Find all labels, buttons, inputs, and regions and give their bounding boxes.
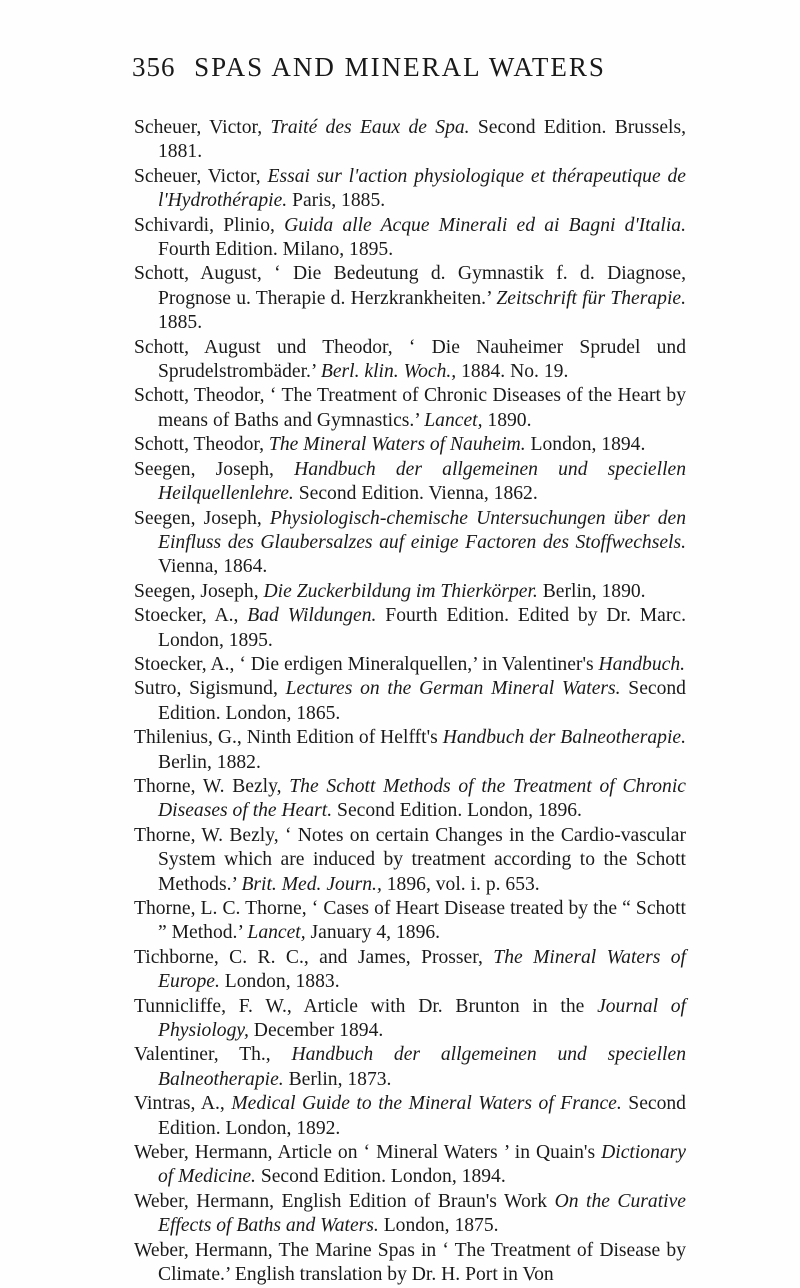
entry-title: Lancet, [247,922,306,944]
entry-text: Fourth Edition. Milano, 1895. [158,239,394,261]
entry-text: Thilenius, G., Ninth Edition of Helfft's [134,727,443,749]
entry-text: Schott, August, ‘ Die Bedeutung d. Gymnastik f. d. Diagnose, Prognose u. Therapie d. Herzkrankheiten.’ [134,263,686,309]
entry-text: Second Edition. London, 1896. [332,800,582,822]
bibliography-entry [134,653,686,677]
entry-title: Bad Wildungen. [247,605,377,627]
entry-title: Brit. Med. Journ., [241,873,382,895]
entry-title: Dictionary of Medicine. [158,1142,686,1188]
entry-text: Weber, Hermann, Article on ‘ Mineral Waters ’ in Quain's [134,1142,602,1164]
entry-text: London, 1883. [219,971,340,993]
entry-text: Schott, Theodor, ‘ The Treatment of Chronic Diseases of the Heart by means of Baths and Gymnastics.’ [134,385,686,431]
entry-text: Second Edition. London, 1894. [255,1166,506,1188]
bibliography-entry [134,1043,686,1092]
entry-text: Second Edition. London, 1865. [158,678,686,724]
entry-title: Journal of Physiology, [158,995,686,1042]
entry-text: Seegen, Joseph, [134,458,295,480]
entry-text: Tunnicliffe, F. W., Article with Dr. Brunton in the [134,995,598,1017]
entry-text: Stoecker, A., [134,605,248,627]
entry-text: Second Edition. Vienna, 1862. [293,483,538,505]
bibliography-entry [134,897,686,946]
bibliography-entry [134,995,686,1044]
bibliography-entry [134,1141,686,1190]
entry-text: Schivardi, Plinio, [134,214,285,236]
entry-title: Handbuch der allgemeinen und speciellen Balneotherapie. [158,1044,686,1090]
bibliography-entry [134,726,686,775]
bibliography-entry [134,604,686,653]
entry-text: December 1894. [248,1020,384,1042]
entry-text: Fourth Edition. Edited by Dr. Marc. London, 1895. [158,605,686,651]
entry-text: Seegen, Joseph, [134,507,270,529]
bibliography-entry [134,458,686,507]
entry-text: Vienna, 1864. [158,556,268,578]
entry-text: Vintras, A., [134,1093,232,1115]
entry-title: On the Curative Effects of Baths and Waters. [158,1190,687,1237]
entry-text: Thorne, W. Bezly, ‘ Notes on certain Changes in the Cardio-vascular System which are induced by treatment according to the Schott Methods.’ [134,824,686,895]
entry-title: Berl. klin. Woch., [320,361,457,383]
bibliography-entry [134,214,686,263]
bibliography-entry [134,1190,686,1239]
entry-text: Weber, Hermann, The Marine Spas in ‘ The Treatment of Disease by Climate.’ English translation by Dr. H. Port in Von [134,1239,686,1286]
entry-text: Seegen, Joseph, [134,580,264,602]
entry-title: Physiologisch-chemische Untersuchungen über den Einfluss des Glaubersalzes auf einige Factoren des Stoffwechsels. [158,507,686,553]
entry-title: Handbuch der allgemeinen und speciellen Heilquellenlehre. [158,458,687,505]
entry-text: Scheuer, Victor, [134,117,271,138]
bibliography-entry [134,433,686,457]
entry-text: London, 1894. [525,434,646,456]
bibliography-entry [134,775,686,824]
bibliography-entry [134,165,686,214]
bibliography-entry [134,116,686,165]
entry-text: 1884. No. 19. [456,361,569,383]
page-number: 356 [132,52,176,82]
entry-text: Scheuer, Victor, [134,165,268,187]
entry-text: Thorne, W. Bezly, [134,775,290,797]
entry-title: Zeitschrift für Therapie. [496,287,686,309]
page-header [0,52,800,92]
entry-text: Berlin, 1890. [537,580,646,602]
bibliography-entry [134,946,686,995]
entry-text: Berlin, 1882. [158,751,261,773]
entry-text: Weber, Hermann, English Edition of Braun's Work [134,1190,555,1212]
entry-title: Traité des Eaux de Spa. [270,117,470,138]
bibliography-entry [134,677,686,726]
bibliography-entry [134,580,686,604]
entry-title: Essai sur l'action physiologique et thérapeutique de l'Hydrothérapie. [158,165,686,212]
entry-text: Schott, August und Theodor, ‘ Die Nauheimer Sprudel und Sprudelstrombäder.’ [134,336,686,383]
bibliography-entry [134,1092,686,1141]
entry-title: Lancet, [424,409,483,431]
entry-text: Sutro, Sigismund, [134,678,286,700]
bibliography-entry [134,507,686,580]
entry-text: Thorne, L. C. Thorne, ‘ Cases of Heart Disease treated by the “ Schott ” Method.’ [134,898,686,944]
bibliography-entry [134,384,686,433]
entry-text: Schott, Theodor, [134,434,269,456]
entry-title: Medical Guide to the Mineral Waters of France. [231,1093,622,1115]
entry-title: The Mineral Waters of Europe. [158,946,686,993]
bibliography-entry [134,336,686,385]
entry-text: Valentiner, Th., [134,1044,292,1066]
bibliography-entry [134,1239,686,1288]
entry-title: Guida alle Acque Minerali ed ai Bagni d'Italia. [284,214,687,236]
entry-title: The Schott Methods of the Treatment of Chronic Diseases of the Heart. [158,775,686,822]
entry-text: 1896, vol. i. p. 653. [381,873,540,895]
entry-title: Handbuch der Balneotherapie. [442,727,686,749]
entry-text: London, 1875. [378,1215,499,1237]
entry-title: The Mineral Waters of Nauheim. [268,434,526,456]
entry-text: Second Edition. Brussels, 1881. [158,117,686,163]
running-head: SPAS AND MINERAL WATERS [194,52,606,82]
bibliography-entry [134,262,686,335]
bibliography-entry [134,824,686,897]
entry-title: Handbuch. [598,653,686,675]
entry-text: Paris, 1885. [287,190,386,212]
entry-text: Berlin, 1873. [283,1068,392,1090]
entry-title: Lectures on the German Mineral Waters. [285,678,621,700]
entry-title: Die Zuckerbildung im Thierkörper. [263,580,538,602]
bibliography-list [134,116,686,1288]
entry-text: Tichborne, C. R. C., and James, Prosser, [134,946,494,968]
entry-text: Second Edition. London, 1892. [158,1093,686,1139]
entry-text: January 4, 1896. [305,922,441,944]
entry-text: 1890. [482,409,532,431]
entry-text: 1885. [158,312,203,334]
entry-text: Stoecker, A., ‘ Die erdigen Mineralquellen,’ in Valentiner's [134,653,599,675]
